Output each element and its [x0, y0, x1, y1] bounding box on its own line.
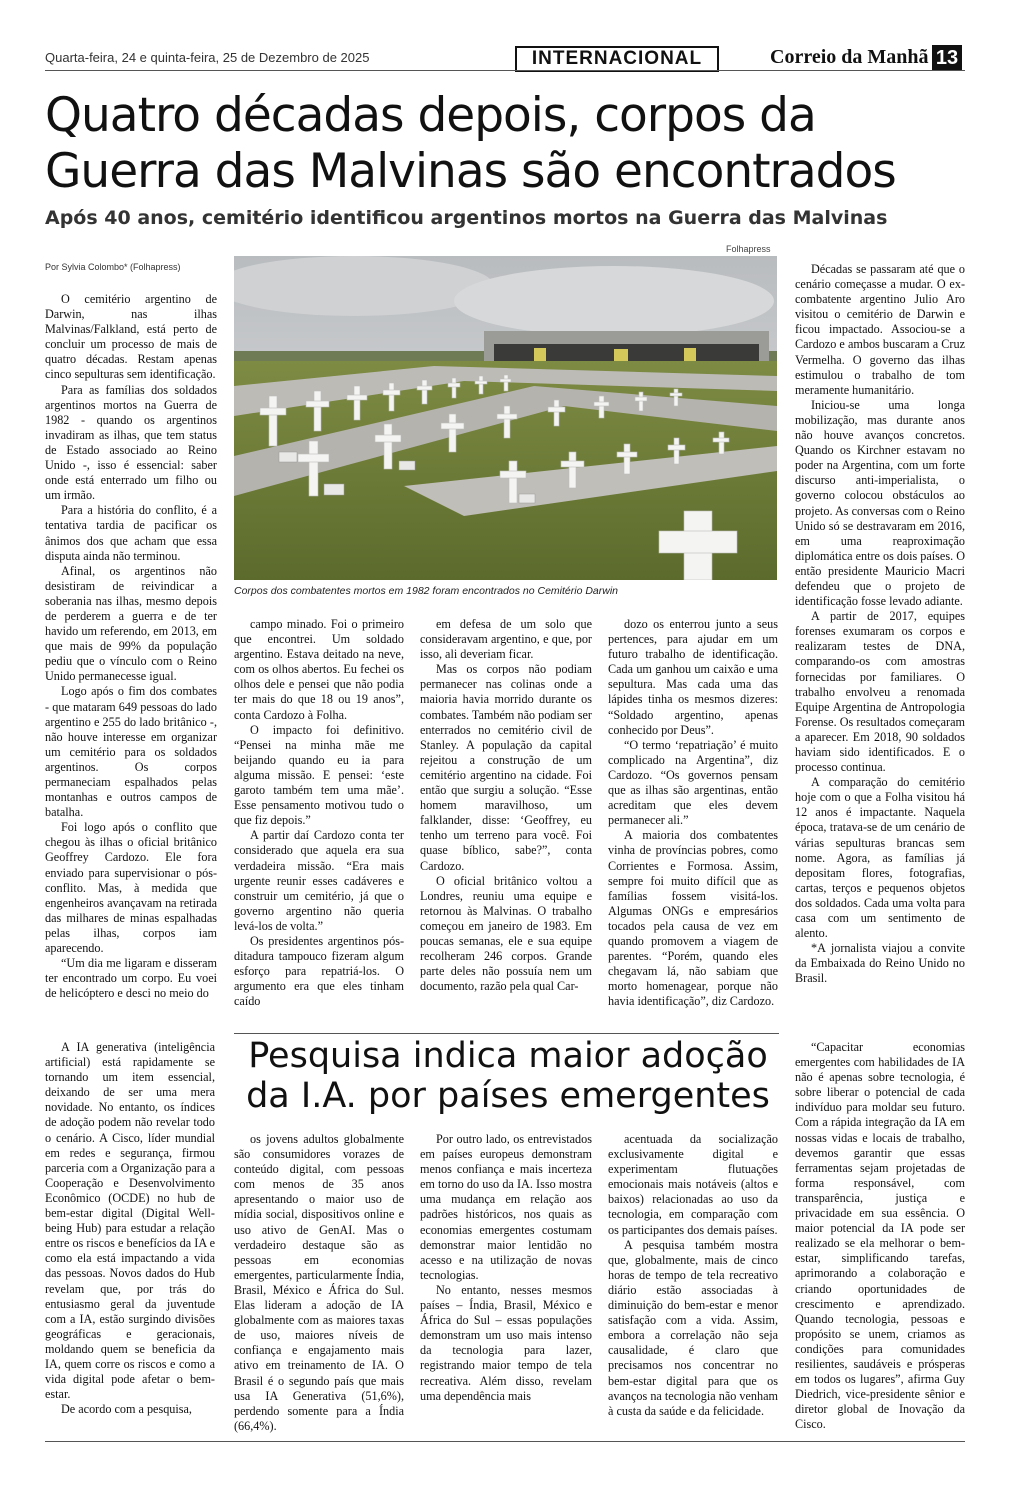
- byline: Por Sylvia Colombo* (Folhapress): [45, 262, 181, 272]
- article-subheadline: Após 40 anos, cemitério identificou argentinos mortos na Guerra das Malvinas: [45, 207, 888, 229]
- paragraph: O cemitério argentino de Darwin, nas ilhas Malvinas/Falkland, está perto de concluir um processo de mais de quatro décadas. Restam apenas cinco sepulturas sem identificação.: [45, 292, 217, 382]
- paragraph: os jovens adultos globalmente são consumidores vorazes de conteúdo digital, com pessoas com menos de 35 anos apresentando o maior uso de mídia social, dispositivos online e uso ativo de GenAI. Mas o verdadeiro destaque são as pessoas em economias emergentes, particularmente Índia, Brasil, México e África do Sul. Elas lideram a adoção de IA globalmente com as maiores taxas de uso, maiores níveis de confiança e engajamento mais ativo em treinamento de IA. O Brasil é o segundo país que mais usa IA Generativa (51,6%), perdendo somente para a Índia (66,4%).: [234, 1132, 404, 1433]
- paragraph: A maioria dos combatentes vinha de províncias pobres, como Corrientes e Formosa. Assim, sempre foi muito difícil que as famílias fossem visitá-los. Algumas ONGs e empresários tocados pela causa de vez em quando promovem a viagem de parentes. “Porém, quando eles chegavam lá, não sabiam que morto homenagear, porque não havia identificação”, diz Cardozo.: [608, 828, 778, 1009]
- article2-col1: [45, 1040, 215, 1417]
- masthead-logo: Correio da Manhã: [770, 46, 929, 68]
- paragraph: No entanto, nesses mesmos países – Índia, Brasil, México e África do Sul – essas populações demonstram um uso mais intenso da tecnologia para lazer, registrando maior tempo de tela recreativa. Além disso, revelam uma dependência mais: [420, 1282, 592, 1403]
- paragraph: O impacto foi definitivo. “Pensei na minha mãe me beijando quando eu ia para alguma missão. E pensei: ‘este garoto também tem uma mãe’. Esse pensamento motivou tudo o que fiz depois.”: [234, 722, 404, 828]
- paragraph: A comparação do cemitério hoje com o que a Folha visitou há 12 anos é impactante. Naquela época, tratava-se de um cenário de várias sepulturas brancas sem nome. Agora, as famílias já depositam flores, fotografias, cartas, terços e pequenos objetos dos soldados. Cada uma volta para casa com um sentimento de alento.: [795, 775, 965, 941]
- article2-headline: Pesquisa indica maior adoção da I.A. por países emergentes: [246, 1036, 770, 1116]
- cemetery-photo: [234, 256, 777, 580]
- paragraph: De acordo com a pesquisa,: [61, 1402, 192, 1417]
- paragraph: *A jornalista viajou a convite da Embaixada do Reino Unido no Brasil.: [795, 941, 965, 986]
- paragraph: Mas os corpos não podiam permanecer nas colinas onde a maioria havia morrido durante os combates. Também não podiam ser enterrados no cemitério civil de Stanley. A população da capital rejeitou a construção de um cemitério argentino na cidade. Foi então que surgiu a solução. “Esse homem maravilhoso, um falklander, disse: ‘Geoffrey, eu tenho um terreno para você. Foi quase bíblico, sabe?”, conta Cardozo.: [420, 662, 592, 873]
- article1-col4: [608, 617, 778, 1009]
- paragraph: Foi logo após o conflito que chegou às ilhas o oficial britânico Geoffrey Cardozo. Ele fora enviado para supervisionar o pós-conflito. Mas, à medida que engenheiros avançavam na retirada das milhares de minas espalhadas pelas ilhas, corpos iam aparecendo.: [45, 820, 217, 956]
- page-number: 13: [932, 45, 962, 71]
- article2-col5: [795, 1040, 965, 1432]
- paragraph: “Capacitar economias emergentes com habilidades de IA não é apenas sobre tecnologia, é sobre liberar o potencial de cada indivíduo para moldar seu futuro. Com a rápida integração da IA em nossas vidas e locais de trabalho, devemos garantir que essas ferramentas sejam projetadas de forma responsável, com transparência, justiça e privacidade em sua essência. O maior potencial da IA pode ser realizado se ela melhorar o bem-estar, simplificando tarefas, aprimorando a colaboração e criando oportunidades de crescimento e aprendizado. Quando tecnologia, pessoas e propósito se unem, criamos as condições para comunidades resilientes, saudáveis e prósperas em todos os lugares”, afirma Guy Diedrich, vice-presidente sênior e diretor global de Inovação da Cisco.: [795, 1040, 965, 1432]
- paragraph: A partir de 2017, equipes forenses exumaram os corpos e realizaram testes de DNA, comparando-os com amostras fornecidas por familiares. O trabalho envolveu a renomada Equipe Argentina de Antropologia Forense. Os resultados começaram a aparecer. Em 2018, 90 soldados haviam sido identificados. E o processo continua.: [795, 609, 965, 775]
- paragraph: Para as famílias dos soldados argentinos mortos na Guerra de 1982 - quando os argentinos invadiram as ilhas, que tem status de Estado associado ao Reino Unido -, isso é essencial: saber onde está enterrado um filho ou um irmão.: [45, 382, 217, 503]
- photo-caption: Corpos dos combatentes mortos em 1982 foram encontrados no Cemitério Darwin: [234, 585, 619, 597]
- paragraph: em defesa de um solo que consideravam argentino, e que, por isso, ali deveriam ficar.: [420, 617, 592, 662]
- paragraph: A partir daí Cardozo conta ter considerado que aquela era sua verdadeira missão. “Era mais urgente reunir esses cadáveres e construir um cemitério, já que o governo argentino não queria levá-los de volta.”: [234, 828, 404, 933]
- paragraph: Afinal, os argentinos não desistiram de reivindicar a soberania nas ilhas, mesmo depois de perderem a guerra e de ter havido um referendo, em 2013, em que mais de 99% da população pediu que o vínculo com o Reino Unido permanecesse igual.: [45, 563, 217, 684]
- paragraph: “O termo ‘repatriação’ é muito complicado na Argentina”, diz Cardozo. “Os governos pensam que as ilhas são argentinas, então acreditam que eles devem permanecer ali.”: [608, 737, 778, 828]
- article-headline: Quatro décadas depois, corpos da Guerra das Malvinas são encontrados: [45, 88, 896, 199]
- article1-col2: [234, 617, 404, 1009]
- article2-rule: [234, 1033, 779, 1034]
- paragraph: A IA generativa (inteligência artificial) está rapidamente se tornando um item essencial, deixando de ser uma mera novidade. No entanto, os índices de adoção podem não revelar todo o cenário. A Cisco, líder mundial em redes e segurança, firmou parceria com a Organização para a Cooperação e Desenvolvimento Econômico (OCDE) no hub de bem-estar digital (Digital Well-being Hub) para estudar a relação entre os riscos e benefícios da IA e como ela está impactando a vida das pessoas. Novos dados do Hub revelam que, por trás do entusiasmo geral da juventude com a IA, estão surgindo divisões geográficas e geracionais, moldando quem se beneficia da IA, quem corre os riscos e como a vida digital pode afetar o bem-estar.: [45, 1040, 215, 1402]
- paragraph: A pesquisa também mostra que, globalmente, mais de cinco horas de tempo de tela recreativo diário estão associadas à diminuição do bem-estar e menor satisfação com a vida. Assim, embora a correlação não seja causalidade, é claro que precisamos nos concentrar no bem-estar digital para que os avanços na tecnologia não venham à custa da saúde e da felicidade.: [608, 1237, 778, 1418]
- article1-col1: [45, 292, 217, 1001]
- paragraph: “Um dia me ligaram e disseram ter encontrado um corpo. Eu voei de helicóptero e desci no meio do: [45, 956, 217, 1001]
- paragraph: dozo os enterrou junto a seus pertences, para ajudar em um futuro trabalho de identificação. Cada um ganhou um caixão e uma sepultura. Mas cada uma das lápides tinha os mesmos dizeres: “Soldado argentino, apenas conhecido por Deus”.: [608, 617, 778, 737]
- paragraph: O oficial britânico voltou a Londres, reuniu uma equipe e retornou às Malvinas. O trabalho começou em janeiro de 1983. Em poucas semanas, ele e sua equipe recolheram 246 corpos. Grande parte deles não possuía nem um documento, razão pela qual Car-: [420, 873, 592, 994]
- paragraph: Iniciou-se uma longa mobilização, mas durante anos não houve avanços concretos. Quando os Kirchner estavam no poder na Argentina, com um forte discurso anti-imperialista, o governo colocou obstáculos ao projeto. As conversas com o Reino Unido só se destravaram em 2016, em uma reaproximação diplomática entre os dois países. O então presidente Mauricio Macri defendeu que o projeto de identificação fosse levado adiante.: [795, 397, 965, 609]
- paragraph: Décadas se passaram até que o cenário começasse a mudar. O ex-combatente argentino Julio Aro visitou o cemitério de Darwin e ficou impactado. Associou-se a Cardozo e ambos buscaram a Cruz Vermelha. O governo das ilhas estimulou o trabalho de tom meramente humanitário.: [795, 262, 965, 397]
- paragraph: Por outro lado, os entrevistados em países europeus demonstram menos confiança e mais incerteza em torno do uso da IA. Isso mostra uma mudança em relação aos padrões históricos, nos quais as economias emergentes costumam demonstrar maior lentidão no acesso e na utilização de novas tecnologias.: [420, 1132, 592, 1282]
- section-label: INTERNACIONAL: [515, 46, 719, 72]
- article1-col3: [420, 617, 592, 994]
- paragraph: Os presidentes argentinos pós-ditadura tampouco fizeram algum esforço para repatriá-los. O argumento era que eles tinham caído: [234, 933, 404, 1009]
- article2-col3: [420, 1132, 592, 1404]
- paragraph: campo minado. Foi o primeiro que encontrei. Um soldado argentino. Estava deitado na neve, com os olhos abertos. Eu fechei os olhos dele e pensei que não podia ter mais do que 18 ou 19 anos”, conta Cardozo à Folha.: [234, 617, 404, 722]
- article1-col5: [795, 262, 965, 987]
- issue-date: Quarta-feira, 24 e quinta-feira, 25 de Dezembro de 2025: [45, 50, 370, 65]
- header-rule: [45, 70, 965, 71]
- paragraph: Para a história do conflito, é a tentativa tardia de pacificar os ânimos dos que acham que essa disputa ainda não terminou.: [45, 503, 217, 563]
- photo-credit: Folhapress: [726, 244, 771, 254]
- article2-col2: [234, 1132, 404, 1434]
- paragraph: Logo após o fim dos combates - que mataram 649 pessoas do lado argentino e 255 do lado britânico -, não houve interesse em organizar um cemitério para os soldados argentinos. Os corpos permaneciam espalhados pelas montanhas e outros campos de batalha.: [45, 684, 217, 820]
- article2-col4: [608, 1132, 778, 1419]
- paragraph: acentuada da socialização exclusivamente digital e experimentam flutuações emocionais mais notáveis (altos e baixos) relacionadas ao uso da tecnologia, em comparação com os participantes dos demais países.: [608, 1132, 778, 1237]
- footer-rule: [45, 1441, 965, 1442]
